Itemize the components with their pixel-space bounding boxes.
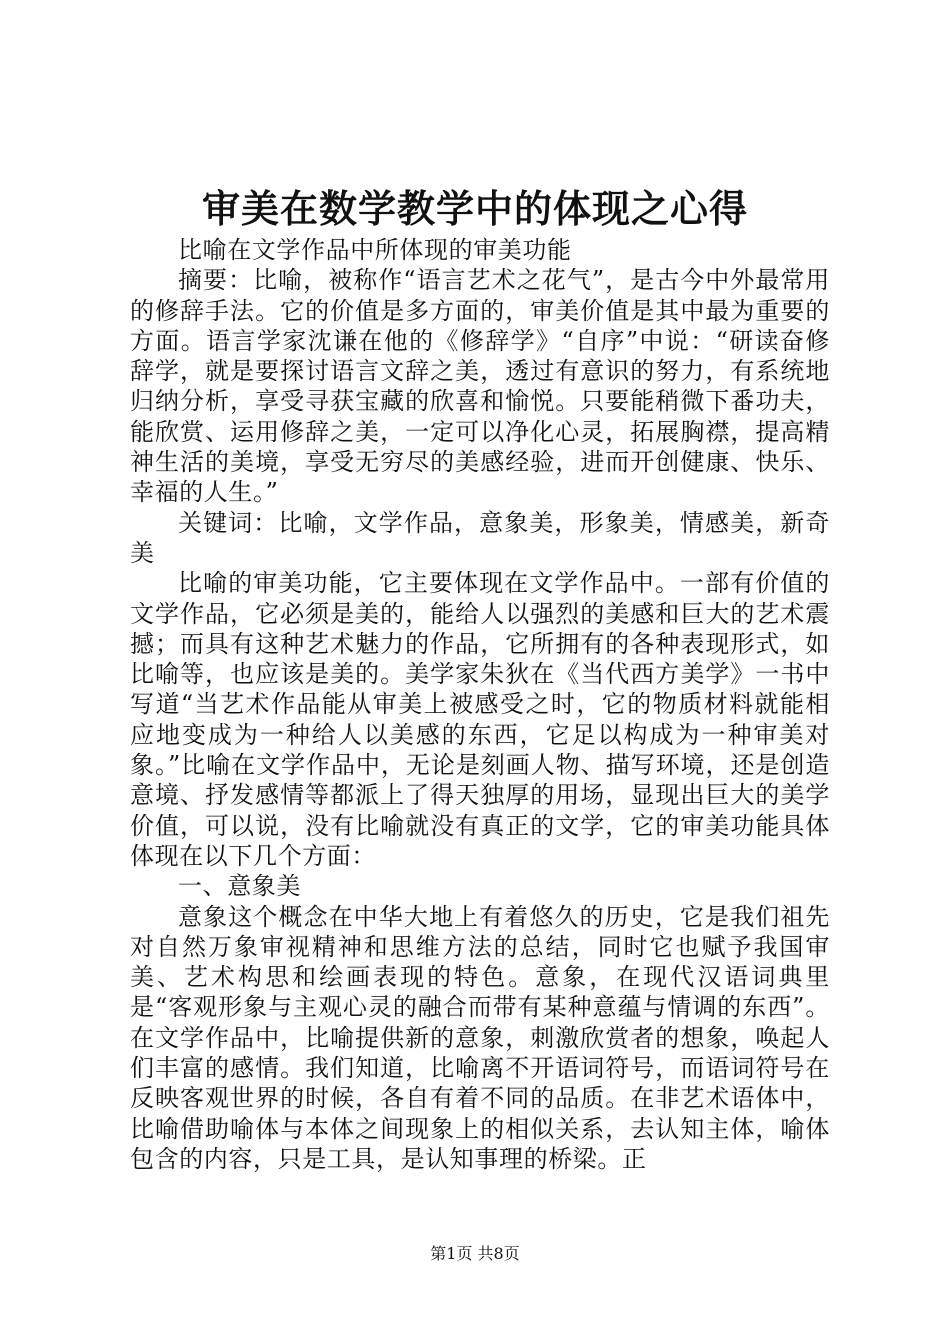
document-title: 审美在数学教学中的体现之心得 [201,186,748,231]
abstract-paragraph: 摘要：比喻，被称作“语言艺术之花气”，是古今中外最常用的修辞手法。它的价值是多方面的，审美价值是其中最为重要的方面。语言学家沈谦在他的《修辞学》“自序”中说：“研读奋修辞学，就是要探讨语言文辞之美，透过有意识的努力，有系统地归纳分析，享受寻获宝藏的欣喜和愉悦。只要能稍微下番功夫，能欣赏、运用修辞之美，一定可以净化心灵，拓展胸襟，提高精神生活的美境，享受无穷尽的美感经验，进而开创健康、快乐、幸福的人生。” [130,266,830,507]
section-heading: 一、意象美 [178,872,301,901]
body-paragraph: 比喻的审美功能，它主要体现在文学作品中。一部有价值的文学作品，它必须是美的，能给人以强烈的美感和巨大的艺术震撼；而具有这种艺术魅力的作品，它所拥有的各种表现形式，如比喻等，也应该是美的。美学家朱狄在《当代西方美学》一书中写道“当艺术作品能从审美上被感受之时，它的物质材料就能相应地变成为一种给人以美感的东西，它足以构成为一种审美对象。”比喻在文学作品中，无论是刻画人物、描写环境，还是创造意境、抒发感情等都派上了得天独厚的用场，显现出巨大的美学价值，可以说，没有比喻就没有真正的文学，它的审美功能具体体现在以下几个方面： [130,569,830,870]
page-footer: 第1页 共8页 [430,1244,520,1263]
document-body [130,235,830,1174]
body-paragraph: 意象这个概念在中华大地上有着悠久的历史，它是我们祖先对自然万象审视精神和思维方法的总结，同时它也赋予我国审美、艺术构思和绘画表现的特色。意象，在现代汉语词典里是“客观形象与主观心灵的融合而带有某种意蕴与情调的东西”。在文学作品中，比喻提供新的意象，刺激欣赏者的想象，唤起人们丰富的感情。我们知道，比喻离不开语词符号，而语词符号在反映客观世界的时候，各自有着不同的品质。在非艺术语体中，比喻借助喻体与本体之间现象上的相似关系，去认知主体，喻体包含的内容，只是工具，是认知事理的桥梁。正 [130,902,830,1173]
keywords-paragraph: 关键词：比喻，文学作品，意象美，形象美，情感美，新奇美 [130,508,830,567]
subtitle-paragraph: 比喻在文学作品中所体现的审美功能 [178,236,572,264]
